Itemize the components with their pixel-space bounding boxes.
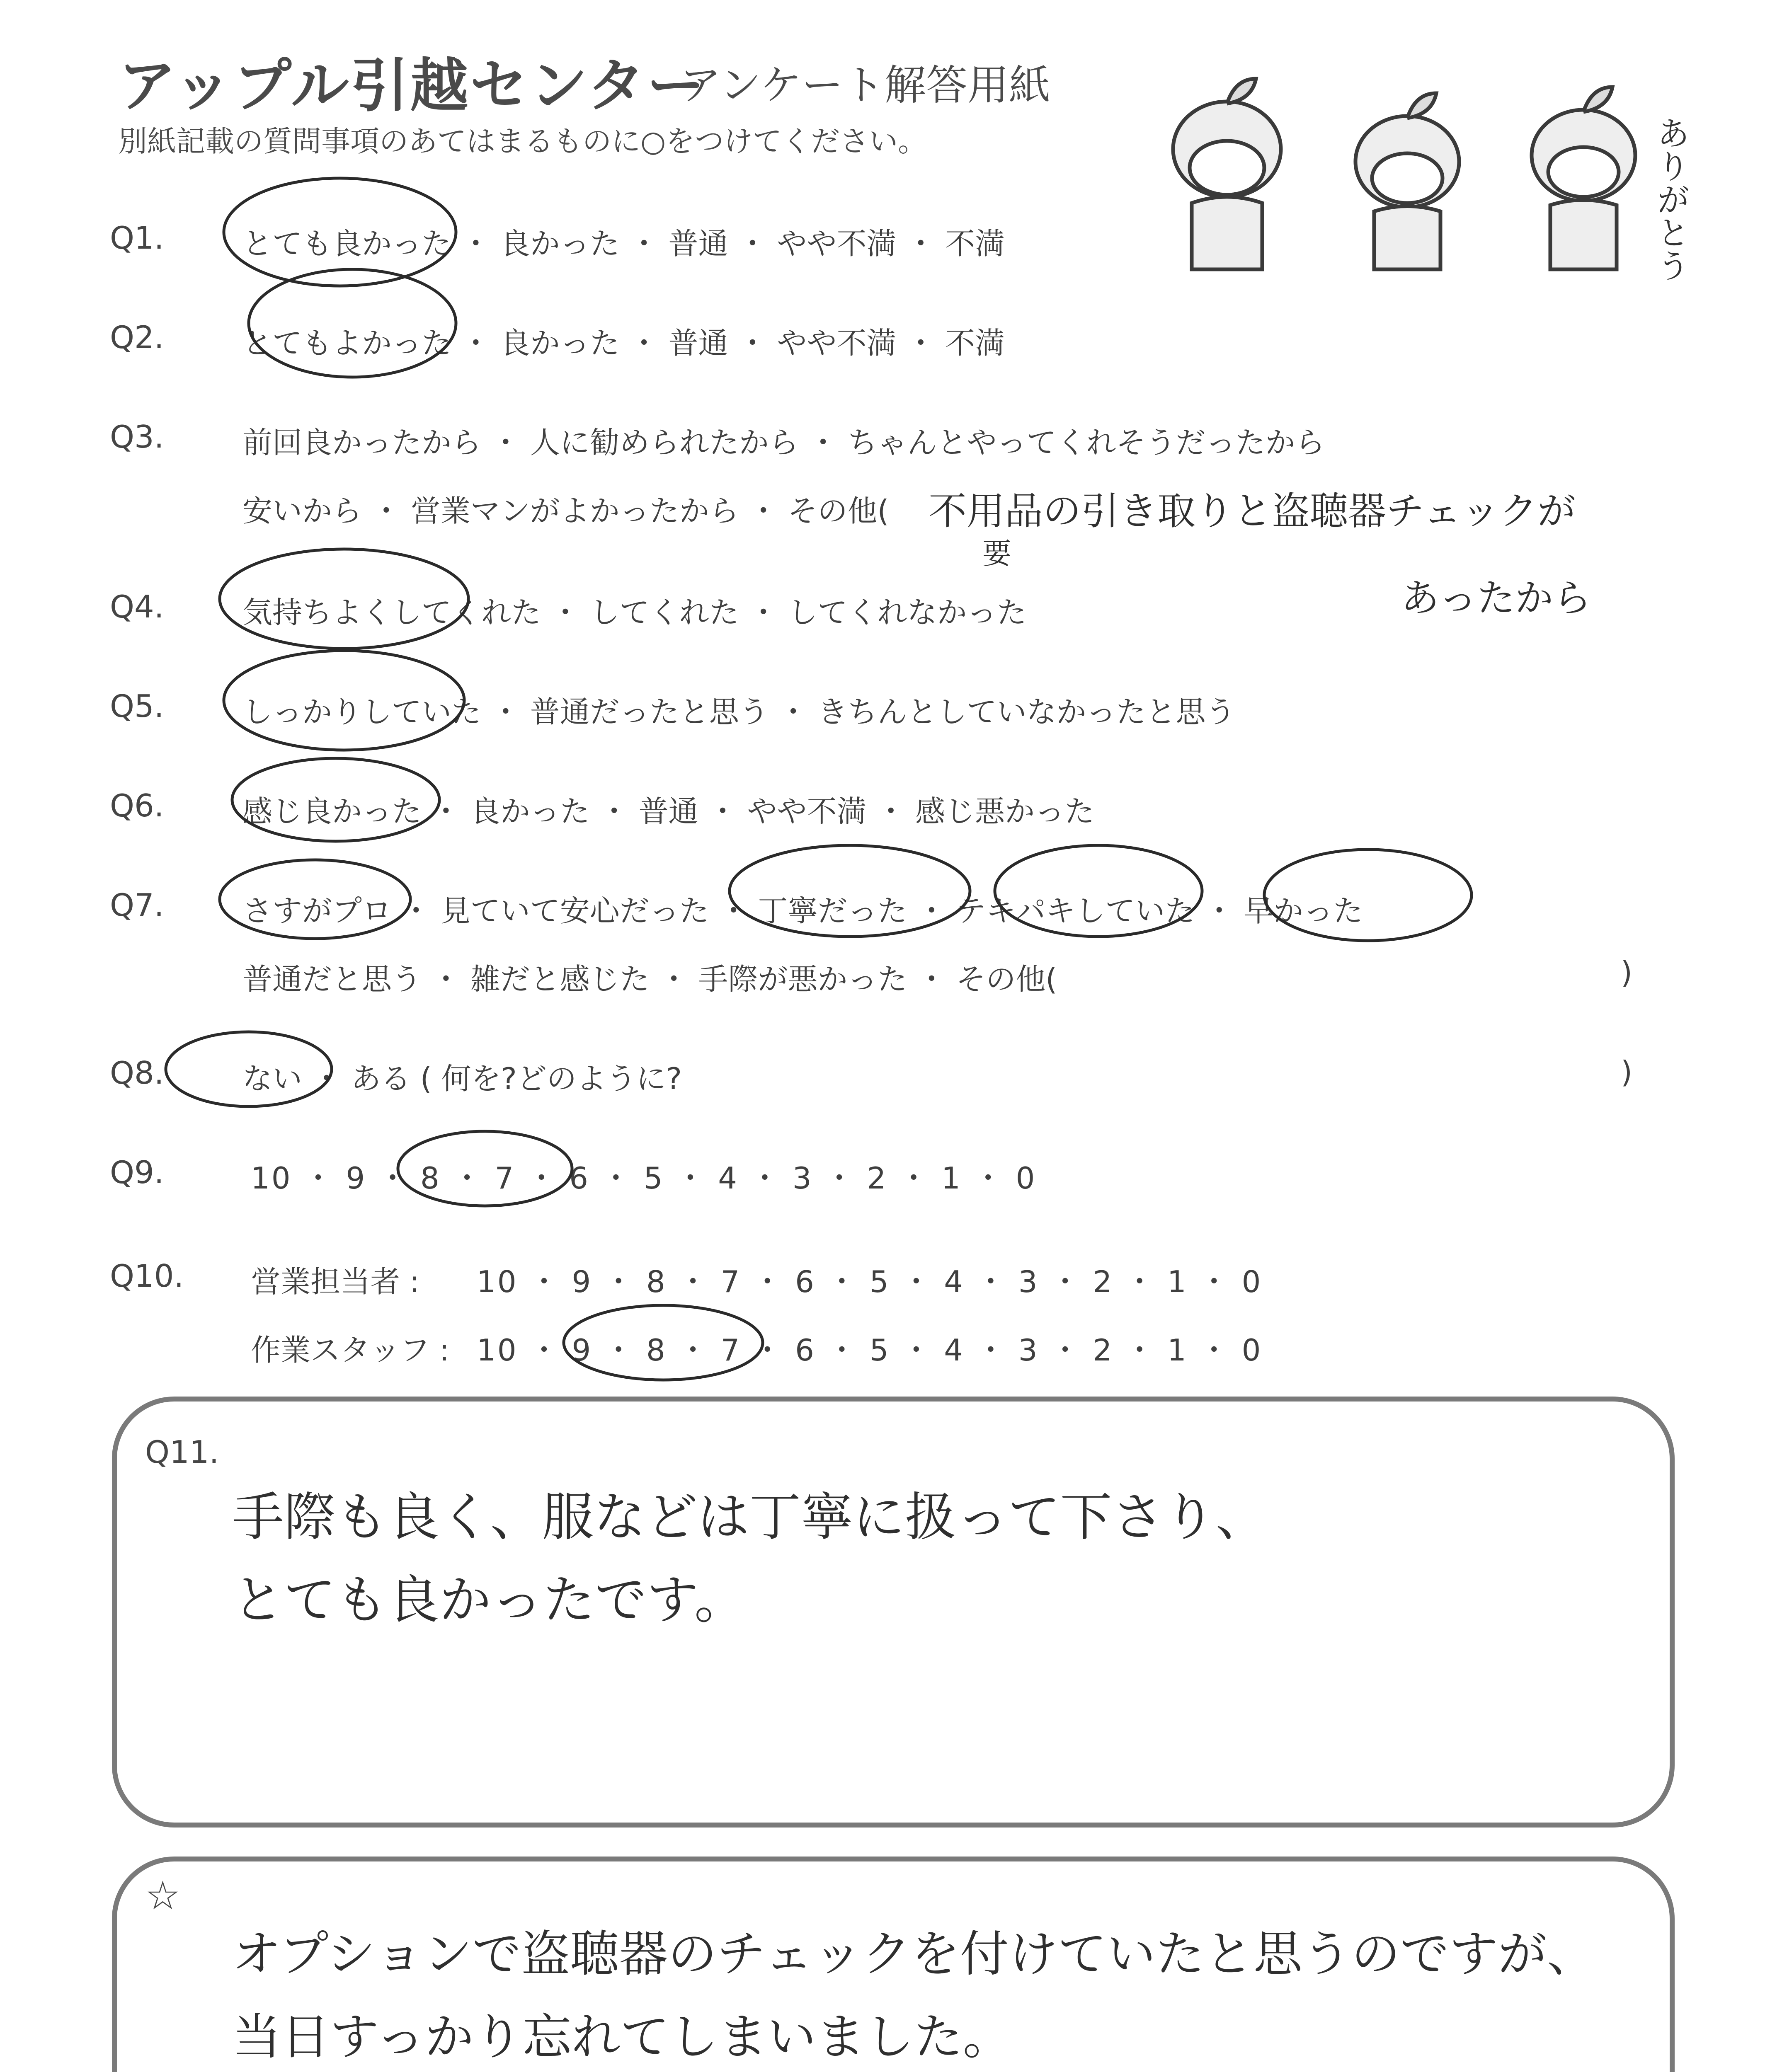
q7-circle-mark-1 xyxy=(220,860,410,939)
form-title: アップル引越センター xyxy=(118,52,707,120)
mascot-caption: ありがとう xyxy=(1651,116,1690,282)
form-subtitle: アンケート解答用紙 xyxy=(680,61,1050,109)
q3-options-line2: 安いから ・ 営業マンがよかったから ・ その他( xyxy=(242,494,889,528)
question-label: Q4. xyxy=(110,588,164,625)
q3-other-handwritten: 不用品の引き取りと盗聴器チェックが xyxy=(929,489,1576,533)
question-label: Q3. xyxy=(110,419,164,455)
question-label: Q9. xyxy=(110,1154,164,1191)
q6-options: 感じ良かった ・ 良かった ・ 普通 ・ やや不満 ・ 感じ悪かった xyxy=(242,794,1095,829)
q7-circle-mark-3 xyxy=(995,845,1202,937)
q4-circle-mark xyxy=(220,549,468,649)
comment-line2: 当日すっかり忘れてしまいました。 xyxy=(232,2008,1012,2065)
q2-options: とてもよかった ・ 良かった ・ 普通 ・ やや不満 ・ 不満 xyxy=(242,326,1005,361)
q3-options-line1: 前回良かったから ・ 人に勧められたから ・ ちゃんとやってくれそうだったから xyxy=(242,425,1325,460)
q10-staff-scale: 10 ・ 9 ・ 8 ・ 7 ・ 6 ・ 5 ・ 4 ・ 3 ・ 2 ・ 1 ・ 0 xyxy=(477,1333,1263,1368)
q7-options-line2: 普通だと思う ・ 雑だと感じた ・ 手際が悪かった ・ その他( xyxy=(242,962,1057,997)
question-label: Q8. xyxy=(110,1055,164,1091)
q7-close-paren: ) xyxy=(1621,955,1633,990)
q5-circle-mark xyxy=(224,651,464,750)
question-label: Q2. xyxy=(110,319,164,356)
q8-options: ない ・ ある ( 何を?どのように? xyxy=(242,1061,682,1096)
q11-label: Q11. xyxy=(145,1434,219,1470)
q5-options: しっかりしていた ・ 普通だったと思う ・ きちんとしていなかったと思う xyxy=(242,695,1236,729)
q4-options: 気持ちよくしてくれた ・ してくれた ・ してくれなかった xyxy=(242,595,1027,630)
star-icon: ☆ xyxy=(145,1873,181,1919)
q11-answer-line1: 手際も良く、服などは丁寧に扱って下さり、 xyxy=(232,1487,1268,1547)
q10-staff-label: 作業スタッフ : xyxy=(251,1333,450,1368)
question-label: Q7. xyxy=(110,887,164,923)
q7-circle-mark-2 xyxy=(730,845,970,937)
question-label: Q1. xyxy=(110,220,164,256)
q3-other-handwritten-2: あったから xyxy=(1401,576,1592,620)
q10-sales-label: 営業担当者 : xyxy=(251,1264,420,1299)
comment-line1: オプションで盗聴器のチェックを付けていたと思うのですが、 xyxy=(232,1925,1596,1982)
q7-options-line1: さすがプロ ・ 見ていて安心だった ・ 丁寧だった ・ テキパキしていた ・ 早かった xyxy=(242,893,1363,928)
question-label: Q5. xyxy=(110,688,164,724)
q8-close-paren: ) xyxy=(1621,1055,1633,1089)
q11-answer-line2: とても良かったです。 xyxy=(232,1570,746,1630)
q9-scale: 10 ・ 9 ・ 8 ・ 7 ・ 6 ・ 5 ・ 4 ・ 3 ・ 2 ・ 1 ・ 0 xyxy=(251,1161,1037,1196)
q8-circle-mark xyxy=(166,1032,332,1106)
question-label: Q10. xyxy=(110,1258,184,1294)
q9-circle-mark xyxy=(398,1131,572,1206)
q3-other-insert: 要 xyxy=(982,537,1011,571)
q10-circle-mark xyxy=(564,1305,763,1380)
question-label: Q6. xyxy=(110,787,164,824)
q10-sales-scale: 10 ・ 9 ・ 8 ・ 7 ・ 6 ・ 5 ・ 4 ・ 3 ・ 2 ・ 1 ・ 0 xyxy=(477,1264,1263,1299)
q1-options: とても良かった ・ 良かった ・ 普通 ・ やや不満 ・ 不満 xyxy=(242,226,1005,261)
q6-circle-mark xyxy=(232,758,439,841)
q7-circle-mark-4 xyxy=(1264,850,1472,941)
instruction-text: 別紙記載の質問事項のあてはまるものに○をつけてください。 xyxy=(118,124,927,158)
